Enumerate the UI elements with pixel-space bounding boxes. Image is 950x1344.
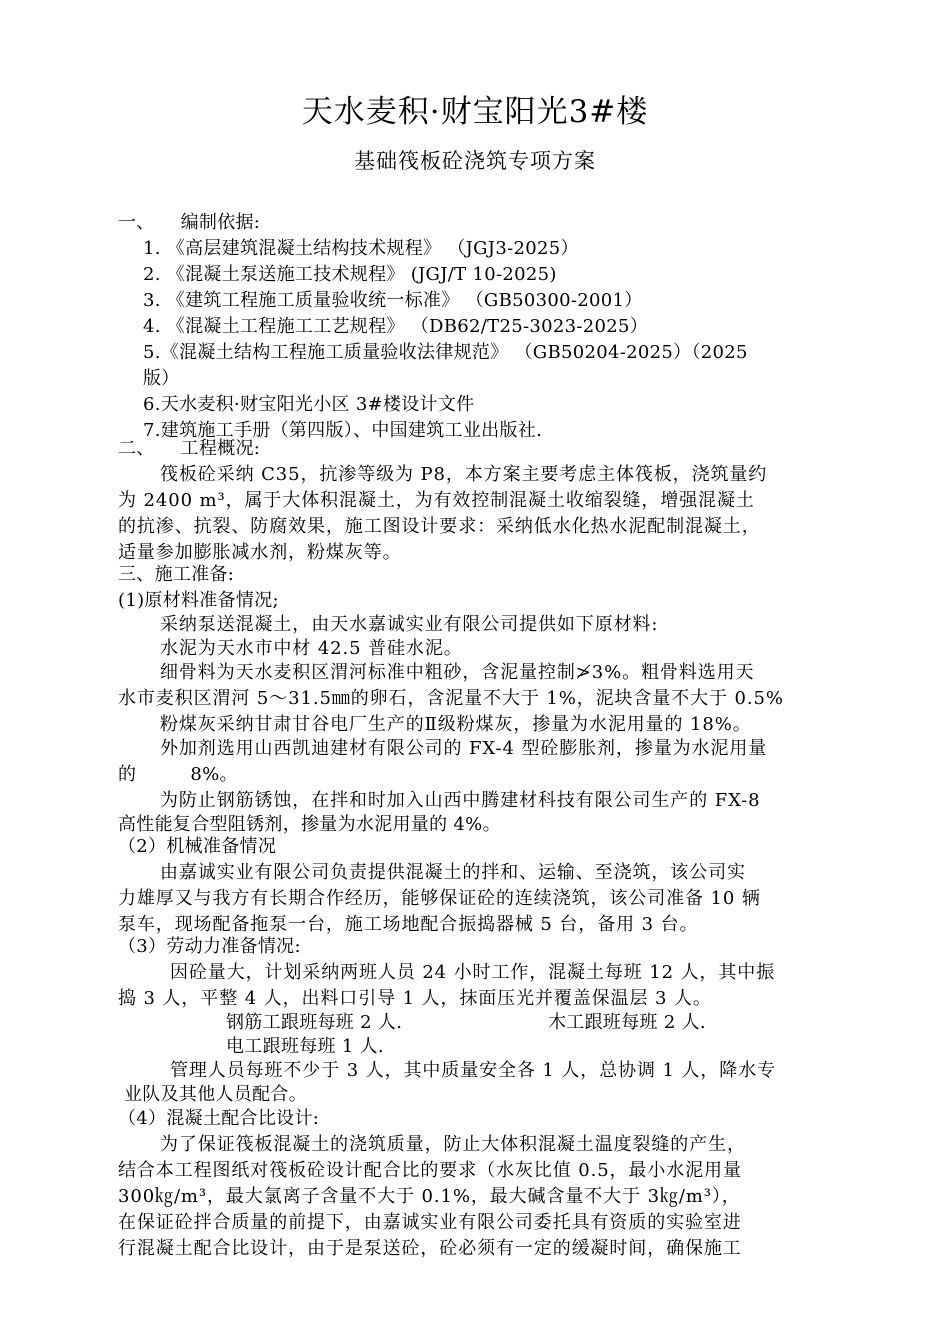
paragraph-line: 外加剂选用山西凯迪建材有限公司的 FX-4 型砼膨胀剂，掺量为水泥用量 xyxy=(160,738,768,759)
wrap-value: 8%。 xyxy=(190,764,238,785)
paragraph-line-wrap xyxy=(118,762,238,788)
reference-item: 2. 《混凝土泵送施工技术规程》 (JGJ/T 10-2025) xyxy=(143,264,557,285)
wrap-char: 的 xyxy=(118,764,137,785)
paragraph-line: 为防止钢筋锈蚀，在拌和时加入山西中腾建材科技有限公司生产的 FX-8 xyxy=(160,790,761,811)
subsection-heading: （4）混凝土配合比设计: xyxy=(118,1108,320,1129)
document-subtitle: 基础筏板砼浇筑专项方案 xyxy=(354,149,596,173)
reference-item: 5.《混凝土结构工程施工质量验收法律规范》 （GB50204-2025）（2025 xyxy=(143,342,748,363)
reference-item: 4. 《混凝土工程施工工艺规程》 （DB62/T25-3023-2025） xyxy=(143,316,649,337)
section2-number: 二、 xyxy=(118,438,155,459)
paragraph-line: 因砼量大，计划采纳两班人员 24 小时工作，混凝土每班 12 人，其中振 xyxy=(170,962,776,983)
electrician-line: 电工跟班每班 1 人. xyxy=(226,1036,384,1057)
paragraph-line: 的抗渗、抗裂、防腐效果，施工图设计要求：采纳低水化热水泥配制混凝土， xyxy=(118,516,761,537)
paragraph-line: 高性能复合型阻锈剂，掺量为水泥用量的 4%。 xyxy=(118,814,501,835)
paragraph-line: 管理人员每班不少于 3 人，其中质量安全各 1 人，总协调 1 人，降水专 xyxy=(170,1060,776,1081)
section1-title: 编制依据: xyxy=(180,212,261,233)
subsection-heading: （3）劳动力准备情况: xyxy=(118,936,301,957)
reference-item: 7.建筑施工手册（第四版）、中国建筑工业出版社. xyxy=(143,420,543,441)
paragraph-line: 行混凝土配合比设计，由于是泵送砼，砼必须有一定的缓凝时间，确保施工 xyxy=(118,1238,742,1259)
reference-item: 6.天水麦积·财宝阳光小区 3#楼设计文件 xyxy=(143,394,475,415)
paragraph-line: 适量参加膨胀减水剂，粉煤灰等。 xyxy=(118,542,402,563)
paragraph-line: 为了保证筏板混凝土的浇筑质量，防止大体积混凝土温度裂缝的产生， xyxy=(160,1134,746,1155)
paragraph-line: 筏板砼采纳 C35，抗渗等级为 P8，本方案主要考虑主体筏板，浇筑量约 xyxy=(160,464,768,485)
reference-item-continued: 版） xyxy=(143,368,180,389)
paragraph-line: 捣 3 人，平整 4 人，出料口引导 1 人，抹面压光并覆盖保温层 3 人。 xyxy=(118,988,712,1009)
paragraph-line: 水泥为天水市中材 42.5 普硅水泥。 xyxy=(160,638,463,659)
paragraph-line: 力雄厚又与我方有长期合作经历，能够保证砼的连续浇筑，该公司准备 10 辆 xyxy=(118,888,761,909)
section2-title: 工程概况: xyxy=(180,438,261,459)
subsection-heading: (1)原材料准备情况; xyxy=(118,590,279,611)
section1-number: 一、 xyxy=(118,212,155,233)
section3-heading: 三、施工准备: xyxy=(118,564,235,585)
reference-item: 1. 《高层建筑混凝土结构技术规程》 （JGJ3-2025） xyxy=(143,238,579,259)
paragraph-line: 采纳泵送混凝土，由天水嘉诚实业有限公司提供如下原材料: xyxy=(160,614,659,635)
paragraph-line: 为 2400 m³，属于大体积混凝土，为有效控制混凝土收缩裂缝，增强混凝土 xyxy=(118,490,755,511)
paragraph-line: 在保证砼拌合质量的前提下，由嘉诚实业有限公司委托具有资质的实验室进 xyxy=(118,1212,742,1233)
section1-heading xyxy=(118,210,260,236)
paragraph-line: 水市麦积区渭河 5～31.5㎜的卵石，含泥量不大于 1%，泥块含量不大于 0.5% xyxy=(118,688,784,709)
document-title: 天水麦积·财宝阳光3#楼 xyxy=(301,94,649,130)
paragraph-line: 泵车，现场配备拖泵一台，施工场地配合振捣器械 5 台，备用 3 台。 xyxy=(118,914,699,935)
section2-heading xyxy=(118,436,260,462)
reference-item: 3. 《建筑工程施工质量验收统一标准》 （GB50300-2001） xyxy=(143,290,643,311)
paragraph-line: 细骨料为天水麦积区渭河标准中粗砂，含泥量控制≯3%。粗骨料选用天 xyxy=(160,662,755,683)
paragraph-line: 结合本工程图纸对筏板砼设计配合比的要求（水灰比值 0.5，最小水泥用量 xyxy=(118,1160,742,1181)
paragraph-line: 粉煤灰采纳甘肃甘谷电厂生产的Ⅱ级粉煤灰，掺量为水泥用量的 18%。 xyxy=(160,714,752,735)
paragraph-line: 300㎏/m³，最大氯离子含量不大于 0.1%，最大碱含量不大于 3㎏/m³）， xyxy=(118,1186,741,1207)
steel-worker-line: 钢筋工跟班每班 2 人. xyxy=(226,1012,403,1033)
paragraph-line: 业队及其他人员配合。 xyxy=(124,1084,307,1105)
carpenter-line: 木工跟班每班 2 人. xyxy=(548,1012,706,1033)
subsection-heading: （2）机械准备情况 xyxy=(118,836,277,857)
paragraph-line: 由嘉诚实业有限公司负责提供混凝土的拌和、运输、至浇筑，该公司实 xyxy=(160,862,746,883)
